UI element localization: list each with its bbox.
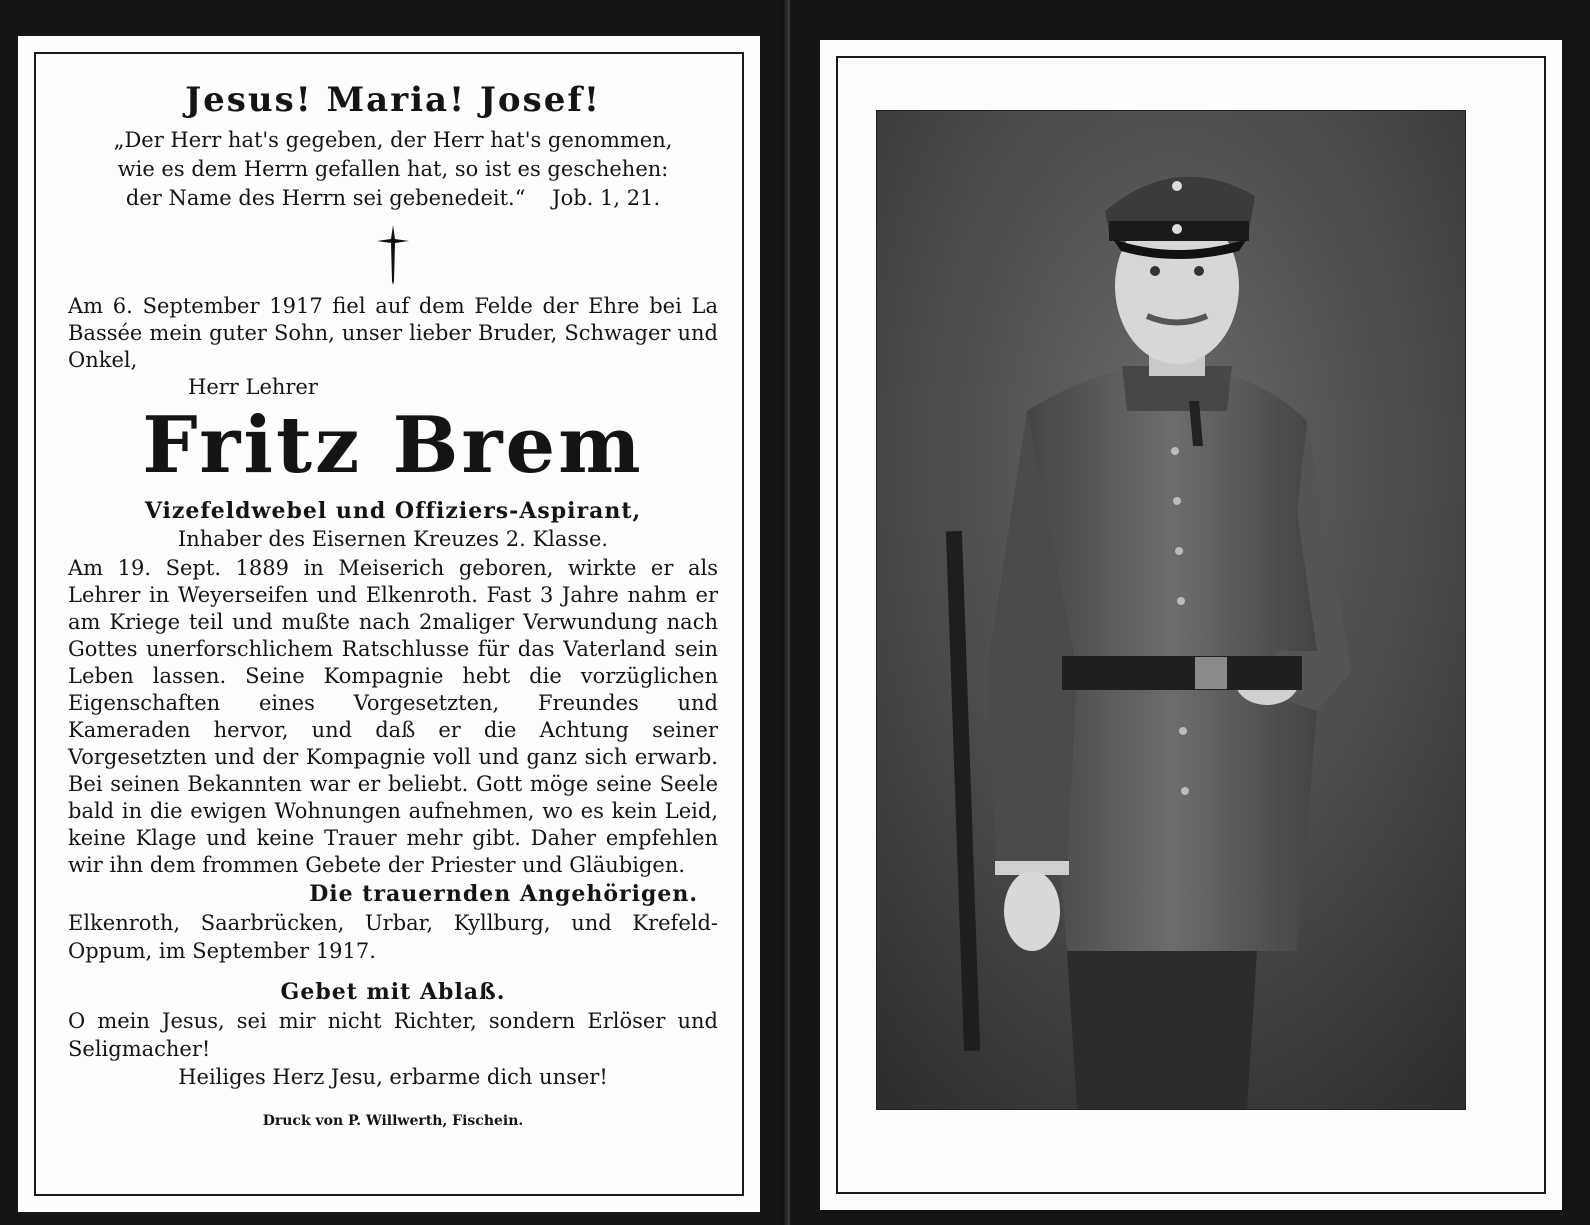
left-paper <box>18 36 760 1212</box>
military-rank: Vizefeldwebel und Offiziers-Aspirant, <box>144 498 642 524</box>
cross-icon <box>373 223 413 285</box>
prayer-line: Heiliges Herz Jesu, erbarme dich unser! <box>178 1065 608 1089</box>
honorific: Herr Lehrer <box>188 375 318 399</box>
intro-paragraph: Am 6. September 1917 fiel auf dem Felde der Ehre bei La Bassée mein guter Sohn, unser lieber Bruder, Schwager und Onkel, <box>68 294 718 372</box>
memorial-text <box>68 72 718 1129</box>
quote-line: wie es dem Herrn gefallen hat, so ist es geschehen: <box>117 157 669 181</box>
award: Inhaber des Eisernen Kreuzes 2. Klasse. <box>177 527 609 551</box>
right-card <box>790 0 1590 1225</box>
printer-credit: Druck von P. Willwerth, Fischein. <box>262 1113 524 1129</box>
bible-quote <box>68 126 718 213</box>
quote-line <box>68 184 718 213</box>
prayer-title: Gebet mit Ablaß. <box>280 979 506 1005</box>
deceased-name: Fritz Brem <box>142 400 644 491</box>
soldier-portrait-photo <box>876 110 1466 1110</box>
portrait-illustration <box>877 111 1465 1109</box>
biography: Am 19. Sept. 1889 in Meiserich geboren, wirkte er als Lehrer in Weyerseifen und Elkenroth. Fast 3 Jahre nahm er am Kriege teil und mußte nach 2maliger Verwundung nach Gottes unerforschlichem Ratschlusse für das Vaterland sein Leben lassen. Seine Kompagnie hebt die vorzüglichen Eigenschaften eines Vorgesetzten, Freundes und Kameraden hervor, und daß er die Achtung seiner Vorgesetzten und der Kompagnie voll und ganz sich erwarb. Bei seinen Bekannten war er beliebt. Gott möge seine Seele bald in die ewigen Wohnungen aufnehmen, wo es kein Leid, keine Klage und keine Trauer mehr gibt. Daher empfehlen wir ihn dem frommen Gebete der Priester und Gläubigen. <box>68 556 718 877</box>
left-card <box>0 0 786 1225</box>
quote-line-text: der Name des Herrn sei gebenedeit.“ <box>125 186 526 210</box>
heading: Jesus! Maria! Josef! <box>185 80 601 120</box>
quote-line: „Der Herr hat's gegeben, der Herr hat's genommen, <box>113 128 673 152</box>
prayer-line: O mein Jesus, sei mir nicht Richter, sondern Erlöser und Seligmacher! <box>68 1009 718 1061</box>
quote-reference: Job. 1, 21. <box>552 186 661 210</box>
places-date: Elkenroth, Saarbrücken, Urbar, Kyllburg, und Krefeld-Oppum, im September 1917. <box>68 911 718 963</box>
right-paper <box>820 40 1562 1210</box>
signoff: Die trauernden Angehörigen. <box>309 881 698 907</box>
